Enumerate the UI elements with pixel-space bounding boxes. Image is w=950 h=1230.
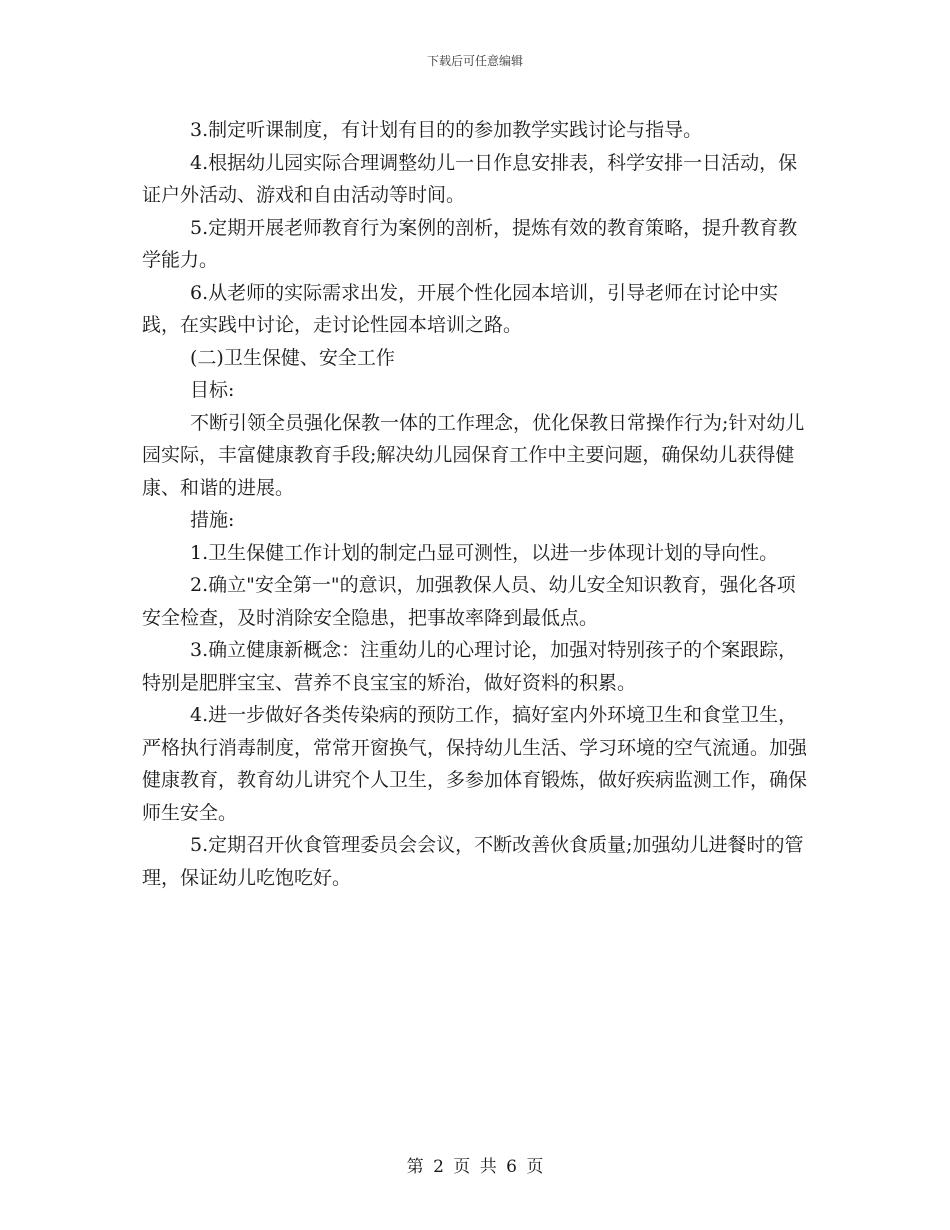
label-measures: 措施:	[190, 509, 235, 531]
page-header: 下载后可任意编辑	[426, 54, 523, 68]
paragraph-measure-1: 1.卫生保健工作计划的制定凸显可测性，以进一步体现计划的导向性。	[190, 541, 779, 564]
paragraph-measure-4: 4.进一步做好各类传染病的预防工作，搞好室内外环境卫生和食堂卫生，严格执行消毒制度，常常开窗换气，保持幼儿生活、学习环境的空气流通。加强健康教育，教育幼儿讲究个人卫生，多参加体育锻炼，做好疾病监测工作，确保师生安全。	[142, 704, 808, 824]
paragraph-training: 6.从老师的实际需求出发，开展个性化园本培训，引导老师在讨论中实践，在实践中讨论，走讨论性园本培训之路。	[142, 281, 779, 336]
paragraph-measure-3: 3.确立健康新概念：注重幼儿的心理讨论，加强对特别孩子的个案跟踪，特别是肥胖宝宝、营养不良宝宝的矫治，做好资料的积累。	[142, 639, 798, 694]
section-heading-health-safety: (二)卫生保健、安全工作	[190, 346, 395, 369]
label-goals: 目标:	[190, 379, 235, 401]
paragraph-case-analysis: 5.定期开展老师教育行为案例的剖析，提炼有效的教育策略，提升教育教学能力。	[142, 216, 798, 271]
paragraph-goals: 不断引领全员强化保教一体的工作理念，优化保教日常操作行为;针对幼儿园实际，丰富健康教育手段;解决幼儿园保育工作中主要问题，确保幼儿获得健康、和谐的进展。	[142, 411, 805, 499]
paragraph-daily-schedule: 4.根据幼儿园实际合理调整幼儿一日作息安排表，科学安排一日活动，保证户外活动、游戏和自由活动等时间。	[142, 151, 798, 206]
paragraph-measure-5: 5.定期召开伙食管理委员会会议，不断改善伙食质量;加强幼儿进餐时的管理，保证幼儿吃饱吃好。	[142, 834, 804, 889]
paragraph-measure-2: 2.确立"安全第一"的意识，加强教保人员、幼儿安全知识教育，强化各项安全检查，及时消除安全隐患，把事故率降到最低点。	[142, 574, 796, 629]
document-body	[142, 114, 810, 894]
page-number: 第 2 页 共 6 页	[406, 1157, 544, 1177]
paragraph-listen-class: 3.制定听课制度，有计划有目的的参加教学实践讨论与指导。	[190, 119, 703, 141]
